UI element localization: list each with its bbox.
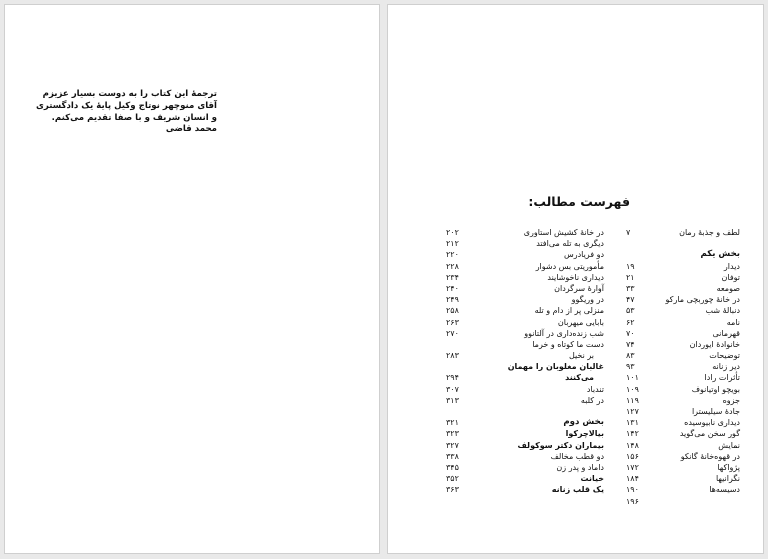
toc-entry xyxy=(626,238,740,249)
toc-entry xyxy=(626,339,740,350)
toc-entry xyxy=(626,305,740,316)
dedication-line: آقای منوچهر نوتاج وکیل پایهٔ یک دادگستری xyxy=(36,100,217,111)
toc-entry-page: ۳۵۲ xyxy=(446,474,459,484)
toc-entry xyxy=(626,484,740,495)
toc-entry-page: ۸۳ xyxy=(626,351,635,361)
toc-entry-page: ۲۰۲ xyxy=(446,228,459,237)
toc-entry-page: ۱۵۶ xyxy=(626,451,639,461)
dedication-line: ترجمهٔ این کتاب را به دوست بسیار عزیزم xyxy=(42,89,217,99)
toc-entry-title: بخش دوم xyxy=(563,417,604,428)
toc-section-heading xyxy=(626,249,740,260)
toc-entry xyxy=(446,227,604,238)
toc-entry-page: ۹۳ xyxy=(626,362,635,372)
toc-entry-page: ۱۱۹ xyxy=(626,395,639,405)
toc-entry-title: شب زنده‌داری در آلتانوو xyxy=(524,328,604,338)
toc-entry-title: بابایی میهربان xyxy=(557,317,604,327)
toc-entry xyxy=(446,238,604,249)
toc-entry xyxy=(446,261,604,272)
toc-entry xyxy=(446,473,604,484)
toc-entry-title: منزلی پر از دام و تله xyxy=(534,306,604,316)
toc-entry xyxy=(626,462,740,473)
toc-entry-title: توفان xyxy=(721,272,740,282)
toc-entry xyxy=(446,395,604,406)
toc-title: فهرست مطالب: xyxy=(528,194,630,209)
toc-entry-title: گور سخن می‌گوید xyxy=(679,429,740,439)
toc-entry xyxy=(626,227,740,238)
toc-entry-title: نمایش xyxy=(718,440,740,450)
toc-entry-page: ۱۷۲ xyxy=(626,462,639,472)
toc-entry-title: دسیسه‌ها xyxy=(709,485,740,495)
toc-entry xyxy=(626,372,740,383)
toc-entry xyxy=(446,428,604,439)
toc-entry-title: در کلبه xyxy=(580,395,604,405)
toc-entry-title: یک قلب زنانه xyxy=(551,485,604,495)
toc-entry-title: صومعه xyxy=(716,283,740,293)
toc-entry-title: جزوه xyxy=(722,395,740,405)
toc-entry xyxy=(626,317,740,328)
toc-entry xyxy=(446,372,604,383)
toc-entry-title: دو فریادرس xyxy=(563,250,604,260)
toc-entry xyxy=(446,294,604,305)
toc-entry-page: ۳۲۱ xyxy=(446,418,459,428)
dedication-signature: محمد قاضی xyxy=(165,124,217,135)
toc-entry-page: ۳۱۳ xyxy=(446,395,459,405)
toc-entry-title: دیر زنانه xyxy=(712,362,740,372)
toc-entry xyxy=(446,462,604,473)
toc-column-1 xyxy=(626,227,740,507)
toc-entry xyxy=(626,283,740,294)
toc-entry-title: در قهوه‌خانهٔ گانکو xyxy=(680,451,740,461)
toc-entry-title: بیالاچرکوا xyxy=(565,429,604,439)
toc-entry-title: تأثرات رادا xyxy=(704,373,740,383)
toc-entry-title: خیانت xyxy=(580,474,604,484)
toc-entry-page: ۲۶۳ xyxy=(446,317,459,327)
toc-entry-title: دیداری نابیوسیده xyxy=(684,418,740,428)
toc-entry xyxy=(626,328,740,339)
toc-entry-title: داماد و پدر زن xyxy=(556,462,604,472)
toc-entry-title: در وریگوو xyxy=(571,295,604,305)
toc-entry-title: بیماران دکتر سوکولف xyxy=(517,440,604,450)
toc-entry-title: دو قطب مخالف xyxy=(550,451,604,461)
toc-entry-title: بخش یکم xyxy=(700,249,740,260)
toc-entry xyxy=(626,350,740,361)
toc-entry-title: آوارهٔ سرگردان xyxy=(554,283,604,293)
toc-entry-page: ۳۴۵ xyxy=(446,462,459,472)
toc-entry-title: مأموریتی بس دشوار xyxy=(535,261,604,271)
toc-entry-page: ۷۴ xyxy=(626,339,635,349)
toc-entry-page: ۲۴۰ xyxy=(446,283,459,293)
toc-entry-title: لطف و جذبهٔ رمان xyxy=(679,228,740,237)
toc-entry-page: ۳۳۸ xyxy=(446,451,459,461)
toc-column-2 xyxy=(446,227,604,496)
toc-entry xyxy=(446,484,604,495)
toc-entry xyxy=(626,428,740,439)
toc-entry-page: ۳۶۳ xyxy=(446,485,459,495)
right-page xyxy=(387,4,764,554)
toc-entry-page: ۱۰۹ xyxy=(626,384,639,394)
toc-entry-page: ۲۴۹ xyxy=(446,295,459,305)
dedication-block xyxy=(36,89,217,136)
toc-entry xyxy=(626,496,740,507)
toc-entry xyxy=(626,451,740,462)
toc-entry-page: ۱۹ xyxy=(626,261,635,271)
toc-entry xyxy=(446,384,604,395)
toc-entry xyxy=(446,272,604,283)
toc-entry-page: ۱۳۱ xyxy=(626,418,639,428)
toc-entry-page: ۱۲۷ xyxy=(626,407,639,416)
toc-entry-page: ۲۹۴ xyxy=(446,373,459,383)
toc-entry-page: ۲۵۸ xyxy=(446,306,459,316)
toc-entry-page: ۷۰ xyxy=(626,328,635,338)
toc-entry xyxy=(446,361,604,372)
left-page xyxy=(4,4,380,554)
toc-entry-page: ۳۰۷ xyxy=(446,384,459,394)
toc-entry-title: دنبالهٔ شب xyxy=(705,306,740,316)
toc-entry xyxy=(446,328,604,339)
toc-entry-title: قهرمانی xyxy=(712,328,740,338)
toc-entry-title: توضیحات xyxy=(709,351,740,361)
dedication-line: و انسان شریف و با صفا تقدیم می‌کنم. xyxy=(51,112,217,123)
toc-entry-page: ۴۷ xyxy=(626,295,635,305)
toc-entry xyxy=(446,305,604,316)
toc-entry xyxy=(626,384,740,395)
toc-entry xyxy=(446,339,604,350)
toc-entry-title: تندباد xyxy=(586,384,604,394)
toc-entry-title: دیدار xyxy=(723,261,740,271)
toc-entry-page: ۵۳ xyxy=(626,306,635,316)
toc-entry-page: ۱۸۴ xyxy=(626,474,639,484)
toc-entry-title: بر نخیل xyxy=(568,351,594,361)
toc-entry-title: در خانهٔ چوربچی مارکو xyxy=(665,295,740,305)
toc-entry-page: ۳۲۷ xyxy=(446,440,459,450)
toc-entry xyxy=(446,406,604,417)
toc-entry-page: ۲۷۰ xyxy=(446,328,459,338)
toc-entry-title: نامه xyxy=(726,317,740,327)
toc-entry-page: ۱۰۱ xyxy=(626,373,639,383)
toc-entry xyxy=(626,406,740,417)
toc-entry-title: می‌کنند xyxy=(565,373,594,383)
toc-entry-page: ۲۸۳ xyxy=(446,351,459,361)
toc-entry-title: در خانهٔ کشیش استاوری xyxy=(523,228,604,237)
toc-entry xyxy=(446,350,604,361)
toc-entry-page: ۳۳ xyxy=(626,283,635,293)
toc-entry-page: ۱۴۸ xyxy=(626,440,639,450)
toc-entry-page: ۷ xyxy=(626,228,631,237)
toc-entry-title: نگرانیها xyxy=(715,474,740,484)
toc-entry xyxy=(446,451,604,462)
toc-entry-title: جادهٔ سیلیسترا xyxy=(691,407,740,416)
toc-entry xyxy=(626,417,740,428)
toc-entry xyxy=(626,395,740,406)
toc-entry xyxy=(626,261,740,272)
toc-entry-page: ۲۱۲ xyxy=(446,239,459,249)
toc-entry xyxy=(626,272,740,283)
toc-entry-title: دست ما کوتاه و خرما xyxy=(532,339,604,349)
toc-entry-title: دیگری به تله می‌افتد xyxy=(536,239,604,249)
toc-entry-page: ۲۲۰ xyxy=(446,250,459,260)
toc-entry-page: ۲۲۸ xyxy=(446,261,459,271)
toc-entry xyxy=(626,294,740,305)
toc-entry-title: خانوادهٔ ایوردان xyxy=(689,339,740,349)
toc-entry-title: بویچو اوتیانوف xyxy=(691,384,740,394)
toc-entry-title: پژواکها xyxy=(717,462,740,472)
toc-entry-page: ۱۴۲ xyxy=(626,429,639,439)
toc-entry-page: ۱۹۶ xyxy=(626,496,639,506)
toc-entry-title: غالبان مغلوبان را مهمان xyxy=(507,362,604,372)
toc-entry-title: دیداری ناخوشایند xyxy=(547,272,604,282)
toc-entry xyxy=(626,440,740,451)
toc-entry-page: ۲۱ xyxy=(626,272,635,282)
toc-entry xyxy=(446,249,604,260)
toc-section-heading xyxy=(446,417,604,428)
toc-entry-page: ۶۲ xyxy=(626,317,635,327)
toc-entry xyxy=(446,440,604,451)
toc-entry xyxy=(626,473,740,484)
toc-entry xyxy=(446,317,604,328)
toc-entry-page: ۱۹۰ xyxy=(626,485,639,495)
toc-entry xyxy=(626,361,740,372)
toc-entry-page: ۲۳۴ xyxy=(446,272,459,282)
toc-entry-page: ۳۲۳ xyxy=(446,429,459,439)
toc-entry xyxy=(446,283,604,294)
